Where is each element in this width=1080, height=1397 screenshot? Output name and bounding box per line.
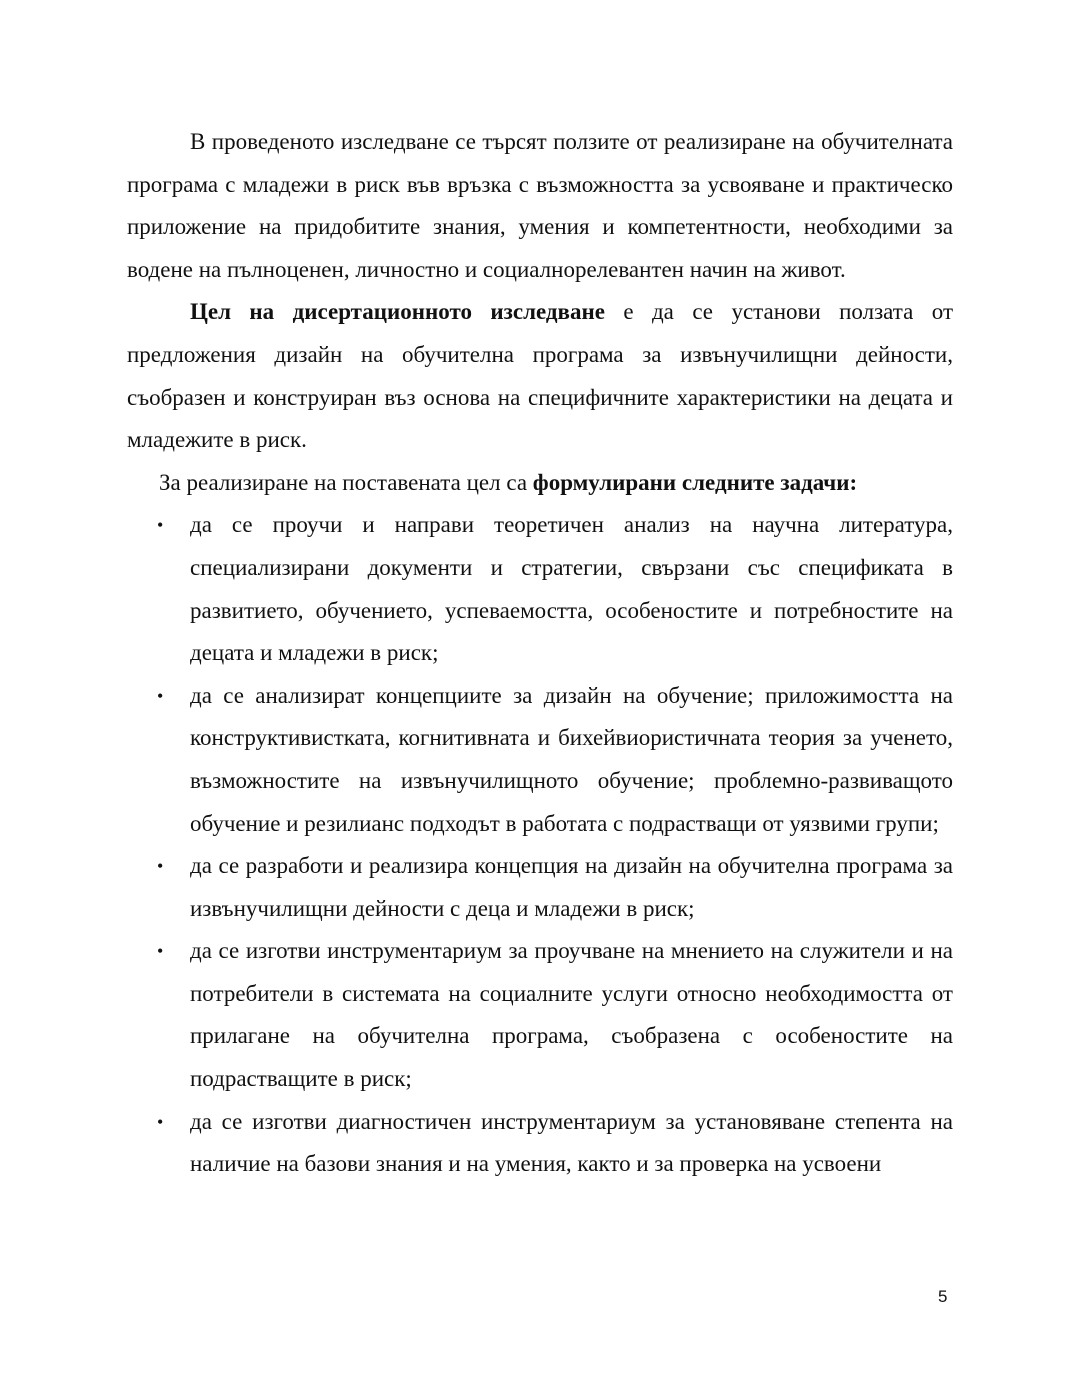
task-text: да се изготви инструментариум за проучване на мнението на служители и на потребители в системата на социалните услуги относно необходимостта от прилагане на обучителна програма, съобразена с особеностите на подрастващите в риск; [190, 938, 953, 1092]
task-item [127, 1101, 953, 1186]
tasks-intro-bold: формулирани следните задачи: [532, 469, 858, 495]
goal-bold-lead: Цел на дисертационното изследване [190, 299, 605, 325]
tasks-list [127, 504, 953, 1186]
task-item [127, 930, 953, 1100]
task-text: да се анализират концепциите за дизайн на обучение; приложимостта на конструктивистката, когнитивната и бихейвиористичната теория за ученето, възможностите на извънучилищното обучение; проблемно-развиващото обучение и резилианс подходът в работата с подрастващи от уязвими групи; [190, 682, 953, 836]
page-content [127, 121, 953, 1186]
tasks-intro-text: За реализиране на поставената цел са [159, 469, 533, 495]
bullet-icon: • [157, 515, 164, 536]
task-item [127, 504, 953, 674]
task-text: да се разработи и реализира концепция на дизайн на обучителна програма за извънучилищни дейности с деца и младежи в риск; [190, 853, 953, 921]
bullet-icon: • [157, 1111, 164, 1132]
bullet-icon: • [157, 941, 164, 962]
task-item [127, 675, 953, 845]
intro-paragraph: В проведеното изследване се търсят ползите от реализиране на обучителната програма с младежи в риск във връзка с възможността за усвояване и практическо приложение на придобитите знания, умения и компетентности, необходими за водене на пълноценен, личностно и социалнорелевантен начин на живот. [127, 129, 953, 282]
bullet-icon: • [157, 685, 164, 706]
bullet-icon: • [157, 856, 164, 877]
task-item [127, 845, 953, 930]
page-number: 5 [938, 1287, 948, 1306]
goal-paragraph [127, 291, 953, 461]
task-text: да се проучи и направи теоретичен анализ на научна литература, специализирани документи и стратегии, свързани със спецификата в развитието, обучението, успеваемостта, особеностите и потребностите на децата и младежи в риск; [190, 512, 953, 666]
task-text: да се изготви диагностичен инструментариум за установяване степента на наличие на базови знания и на умения, както и за проверка на усвоени [190, 1108, 953, 1177]
tasks-intro [127, 462, 953, 505]
goal-text: е да се установи ползата от предложения дизайн на обучителна програма за извънучилищни дейности, съобразен и конструиран въз основа на специфичните характеристики на децата и младежите в риск. [127, 299, 953, 453]
